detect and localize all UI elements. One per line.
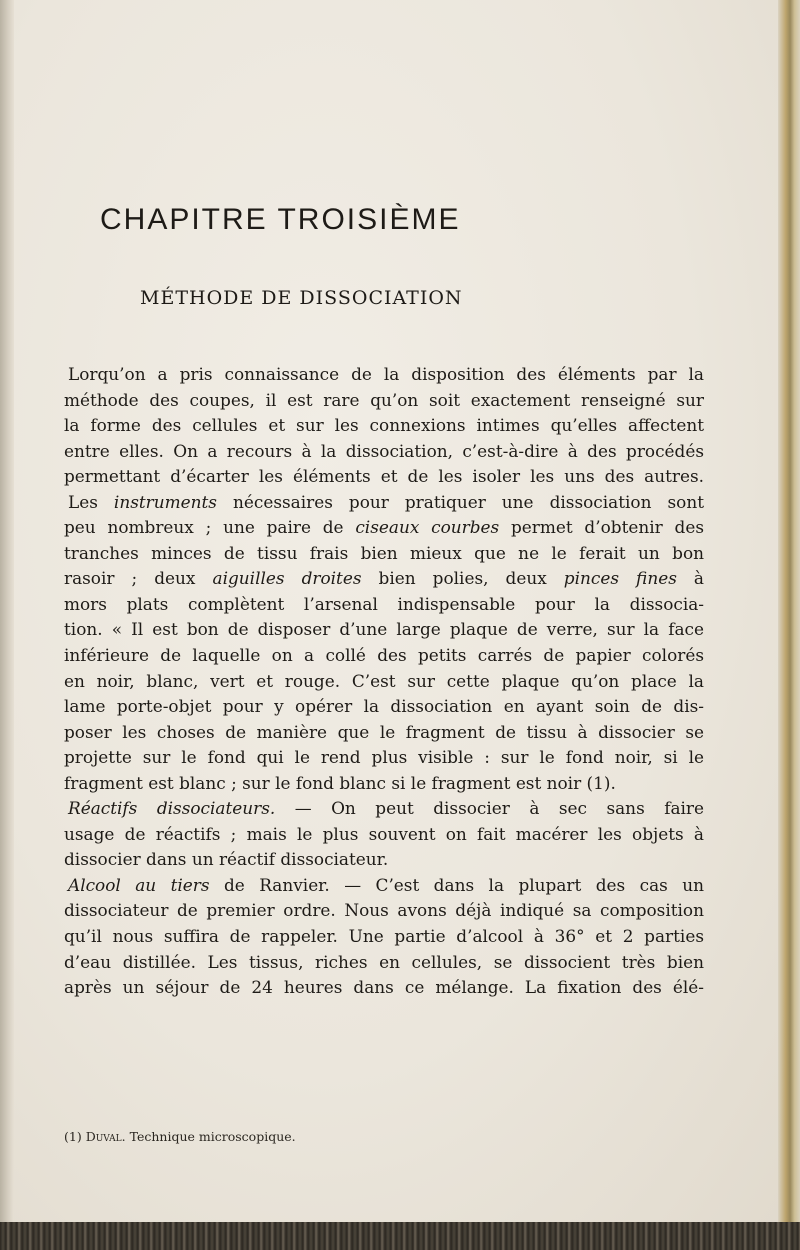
body-line: lame porte-objet pour y opérer la dissociation en ayant soin de dis- (64, 696, 704, 717)
body-line (64, 566, 704, 592)
italic-term: ciseaux courbes (355, 517, 500, 538)
italic-term: aiguilles droites (212, 568, 362, 589)
body-line: fragment est blanc ; sur le fond blanc si le fragment est noir (1). (64, 772, 616, 793)
footnote-author: Duval (85, 1129, 122, 1144)
body-line: la forme des cellules et sur les connexions intimes qu’elles affectent (64, 415, 704, 436)
body-line: entre elles. On a recours à la dissociation, c’est-à-dire à des procédés (64, 440, 704, 461)
body-line: mors plats complètent l’arsenal indispensable pour la dissocia- (64, 593, 704, 614)
italic-heading: Réactifs dissociateurs. (68, 798, 276, 819)
page-edge-right (778, 0, 800, 1250)
page-spine-shadow (0, 0, 14, 1250)
body-line: tion. « Il est bon de disposer d’une large plaque de verre, sur la face (64, 619, 704, 640)
body-line: d’eau distillée. Les tissus, riches en cellules, se dissocient très bien (64, 951, 704, 972)
body-line: Lorqu’on a pris connaissance de la disposition des éléments par la (68, 364, 704, 384)
body-line: usage de réactifs ; mais le plus souvent on fait macérer les objets à (64, 823, 704, 844)
footnote-text: . Technique microscopique. (121, 1129, 296, 1144)
body-line: qu’il nous suffira de rappeler. Une partie d’alcool à 36° et 2 parties (64, 926, 704, 947)
text-run: bien polies, deux (361, 568, 564, 589)
text-run: à (676, 568, 704, 589)
text-run: nécessaires pour pratiquer une dissociation sont (216, 491, 705, 512)
text-run: — On peut dissocier à sec sans faire (275, 798, 704, 819)
body-line: inférieure de laquelle on a collé des petits carrés de papier colorés (64, 645, 704, 666)
text-run: peu nombreux ; une paire de (64, 517, 356, 538)
text-run: de Ranvier. — C’est dans la plupart des cas un (209, 874, 704, 895)
body-line: dissociateur de premier ordre. Nous avons déjà indiqué sa composition (64, 900, 704, 921)
italic-heading: Alcool au tiers (68, 874, 210, 895)
italic-term: instruments (113, 491, 217, 512)
italic-term: pinces fines (563, 568, 677, 589)
chapter-title: CHAPITRE TROISIÈME (100, 203, 461, 236)
chapter-subtitle: MÉTHODE DE DISSOCIATION (140, 287, 463, 309)
text-run: permet d’obtenir des (499, 517, 704, 538)
text-run: rasoir ; deux (64, 568, 213, 589)
body-line: tranches minces de tissu frais bien mieux que ne le ferait un bon (64, 542, 704, 563)
body-line: méthode des coupes, il est rare qu’on soit exactement renseigné sur (64, 389, 704, 410)
body-line: après un séjour de 24 heures dans ce mélange. La fixation des élé- (64, 977, 704, 998)
body-line (64, 515, 704, 541)
body-text (64, 362, 704, 1001)
body-line: dissocier dans un réactif dissociateur. (64, 849, 389, 870)
body-line: poser les choses de manière que le fragment de tissu à dissocier se (64, 721, 704, 742)
body-line: permettant d’écarter les éléments et de les isoler les uns des autres. (64, 466, 704, 487)
body-line: projette sur le fond qui le rend plus visible : sur le fond noir, si le (64, 747, 704, 768)
body-line (64, 796, 704, 822)
footnote-marker: (1) (64, 1129, 86, 1144)
body-line (64, 490, 704, 516)
footnote (64, 1129, 664, 1144)
page-edge-bottom (0, 1222, 800, 1250)
body-line: en noir, blanc, vert et rouge. C’est sur cette plaque qu’on place la (64, 670, 704, 691)
body-line (64, 873, 704, 899)
text-run: Les (68, 491, 114, 512)
